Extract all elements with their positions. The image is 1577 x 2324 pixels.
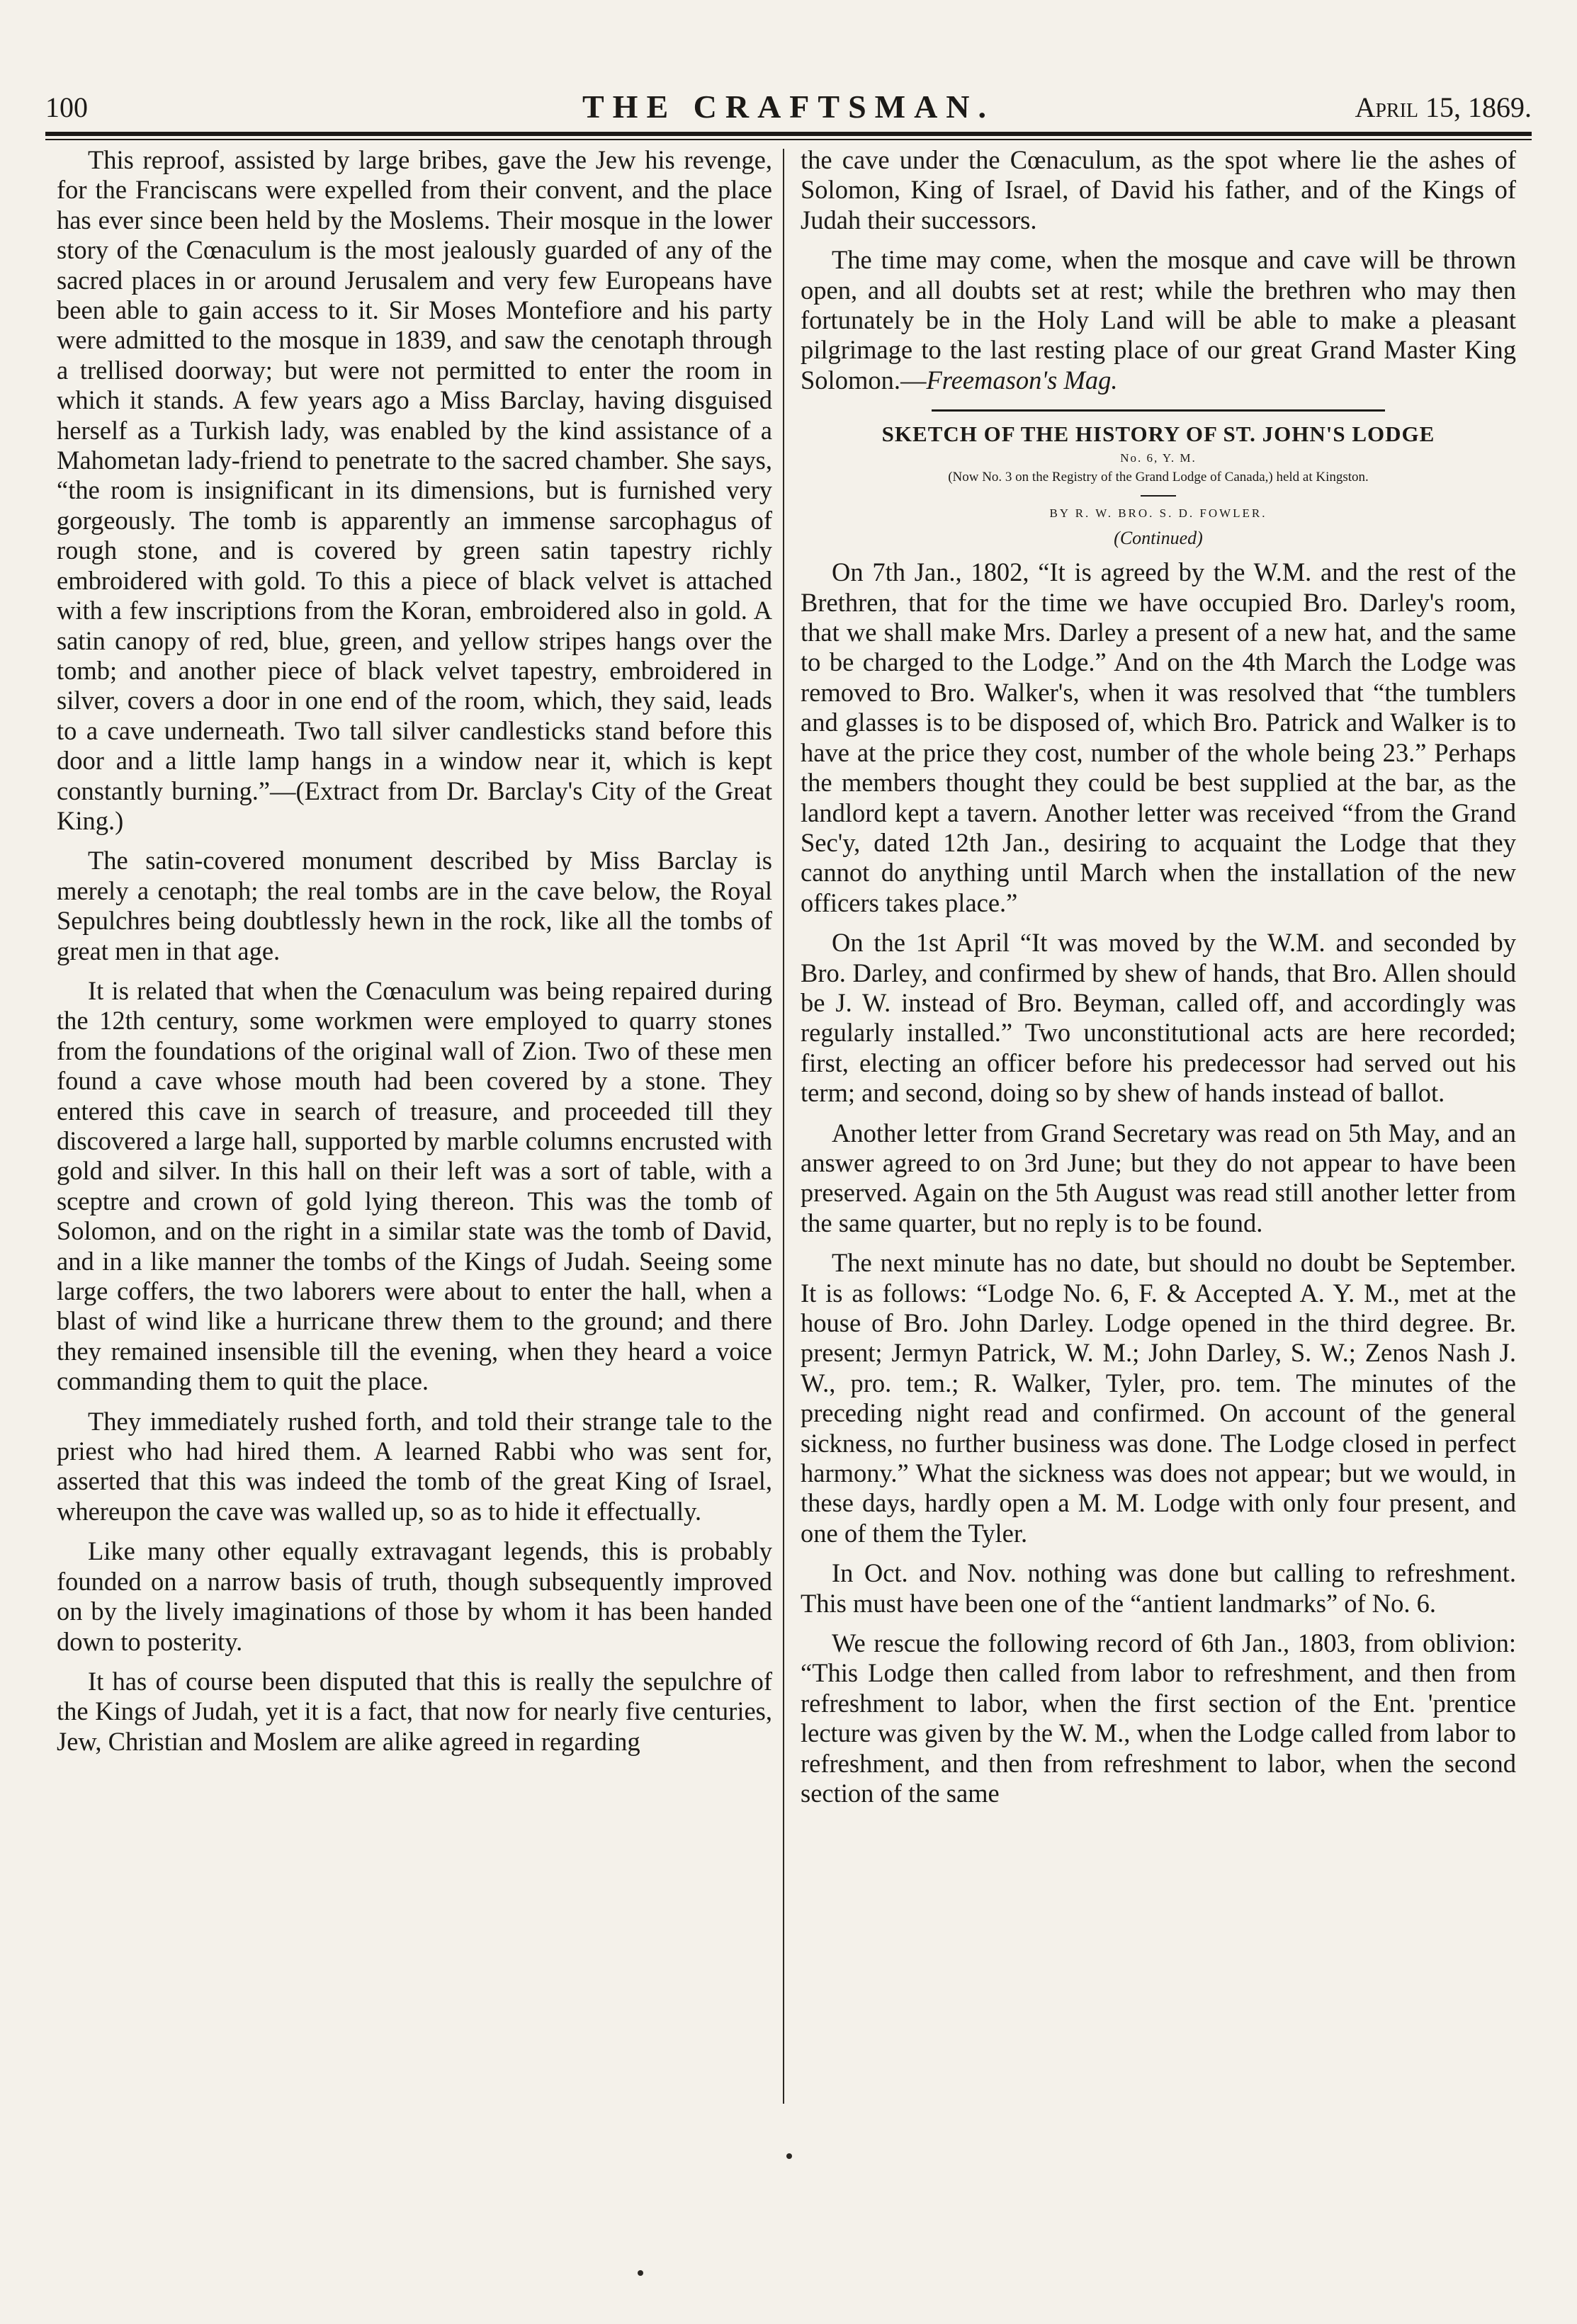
- source-citation: Freemason's Mag.: [926, 365, 1118, 395]
- paragraph: It has of course been disputed that this is really the sepulchre of the Kings of Judah, yet it is a fact, that now for nearly five centuries, Jew, Christian and Moslem are alike agreed in regarding: [57, 1666, 772, 1756]
- paragraph: They immediately rushed forth, and told their strange tale to the priest who had hired them. A learned Rabbi who was sent for, asserted that this was indeed the tomb of the great King of Israel, whereupon the cave was walled up, so as to hide it effectually.: [57, 1406, 772, 1526]
- short-rule: [1141, 495, 1176, 497]
- running-title: THE CRAFTSMAN.: [582, 89, 995, 125]
- paragraph: This reproof, assisted by large bribes, gave the Jew his revenge, for the Franciscans were expelled from their convent, and the place has ever since been held by the Moslems. Their mosque in the lower story of the Cœnaculum is the most jealously guarded of any of the sacred places in or around Jerusalem and very few Europeans have been able to gain access to it. Sir Moses Montefiore and his party were admitted to the mosque in 1839, and saw the cenotaph through a trellised doorway; but were not permitted to enter the room in which it stands. A few years ago a Miss Barclay, having disguised herself as a Turkish lady, was enabled by the kind assistance of a Mahometan lady-friend to penetrate to the sacred chamber. She says, “the room is insignificant in its dimensions, but is furnished very gorgeously. The tomb is apparently an immense sarcophagus of rough stone, and is covered by green satin tapestry richly embroidered with gold. To this a piece of black velvet is attached with a few inscriptions from the Koran, embroidered also in gold. A satin canopy of red, blue, green, and yellow stripes hangs over the tomb; and another piece of black velvet tapestry, embroidered in silver, covers a door in one end of the room, which, they said, leads to a cave underneath. Two tall silver candlesticks stand before this door and a little lamp hangs in a window near it, which is kept constantly burning.”—(Extract from Dr. Barclay's City of the Great King.): [57, 145, 772, 835]
- paragraph: On 7th Jan., 1802, “It is agreed by the W.M. and the rest of the Brethren, that for the time we have occupied Bro. Darley's room, that we shall make Mrs. Darley a present of a new hat, and the same to be charged to the Lodge.” And on the 4th March the Lodge was removed to Bro. Walker's, when it was resolved that “the tumblers and glasses is to be disposed of, which Bro. Patrick and Walker is to have at the price they cost, number of the whole being 23.” Perhaps the members thought they could be best supplied at the bar, as the landlord kept a tavern. Another letter was received “from the Grand Sec'y, dated 12th Jan., desiring to acquaint the Lodge that they cannot do anything until March when the installation of the new officers takes place.”: [801, 557, 1516, 917]
- paragraph-text: The time may come, when the mosque and cave will be thrown open, and all doubts set at rest; while the brethren who may then fortunately be in the Holy Land will be able to make a pleasant pilgrimage to the last resting place of our great Grand Master King Solomon.—: [801, 245, 1516, 395]
- continued-label: (Continued): [1114, 528, 1203, 549]
- paragraph: The next minute has no date, but should no doubt be September. It is as follows: “Lodge No. 6, F. & Accepted A. Y. M., met at the house of Bro. John Darley. Lodge opened in the third degree. Br. present; Jermyn Patrick, W. M.; John Darley, S. W.; Zenos Nash J. W., pro. tem.; R. Walker, Tyler, pro. tem. The minutes of the preceding night read and confirmed. On account of the general sickness, no further business was done. The Lodge closed in perfect harmony.” What the sickness was does not appear; but we would, in these days, hardly open a M. M. Lodge with only four present, and one of them the Tyler.: [801, 1248, 1516, 1548]
- paragraph: On the 1st April “It was moved by the W.M. and seconded by Bro. Darley, and confirmed by shew of hands, that Bro. Allen should be J. W. instead of Bro. Beyman, called off, and accordingly was regularly installed.” Two unconstitutional acts are here recorded; first, electing an officer before his predecessor had served out his term; and second, doing so by shew of hands instead of ballot.: [801, 928, 1516, 1108]
- paragraph: It is related that when the Cœnaculum was being repaired during the 12th century, some workmen were employed to quarry stones from the foundations of the original wall of Zion. Two of these men found a cave whose mouth had been covered by a stone. They entered this cave in search of treasure, and proceeded till they discovered a large hall, supported by marble columns encrusted with gold and silver. In this hall on their left was a sort of table, with a sceptre and crown of gold lying thereon. This was the tomb of Solomon, and on the right in a similar state was the tomb of David, and in a like manner the tombs of the Kings of Judah. Seeing some large coffers, the two laborers were about to enter the hall, when a blast of wind like a hurricane threw them to the ground; and there they remained insensible till the evening, when they heard a voice commanding them to quit the place.: [57, 975, 772, 1396]
- article-note: (Now No. 3 on the Registry of the Grand Lodge of Canada,) held at Kingston.: [948, 470, 1369, 485]
- section-rule: [932, 409, 1385, 412]
- paragraph: Like many other equally extravagant legends, this is probably founded on a narrow basis of truth, though subsequently improved on by the lively imaginations of those by whom it has been handed down to posterity.: [57, 1536, 772, 1656]
- paragraph: the cave under the Cœnaculum, as the spot where lie the ashes of Solomon, King of Israel, of David his father, and of the Kings of Judah their successors.: [801, 145, 1516, 234]
- paragraph: [801, 245, 1516, 395]
- ink-speck: [786, 2153, 792, 2159]
- page-header: [45, 85, 1532, 127]
- paragraph: In Oct. and Nov. nothing was done but calling to refreshment. This must have been one of the “antient landmarks” of No. 6.: [801, 1558, 1516, 1618]
- paragraph: The satin-covered monument described by Miss Barclay is merely a cenotaph; the real tombs are in the cave below, the Royal Sepulchres being doubtlessly hewn in the rock, like all the tombs of great men in that age.: [57, 846, 772, 965]
- issue-date: April 15, 1869.: [1355, 91, 1532, 123]
- header-rule-thick: [45, 132, 1532, 136]
- article-byline: BY R. W. BRO. S. D. FOWLER.: [1049, 506, 1267, 521]
- paragraph: We rescue the following record of 6th Jan., 1803, from oblivion: “This Lodge then called from labor to refreshment, and then from refreshment to labor, when the first section of the Ent. 'prentice lecture was given by the W. M., when the Lodge called from labor to refreshment, and then from refreshment to labor, when the second section of the same: [801, 1628, 1516, 1808]
- article-title: SKETCH OF THE HISTORY OF ST. JOHN'S LODGE: [881, 421, 1435, 447]
- paragraph: Another letter from Grand Secretary was read on 5th May, and an answer agreed to on 3rd June; but they do not appear to have been preserved. Again on the 5th August was read still another letter from the same quarter, but no reply is to be found.: [801, 1118, 1516, 1237]
- right-column: [801, 145, 1516, 1819]
- ink-speck: [638, 2270, 643, 2276]
- left-column: [57, 145, 772, 1767]
- header-rule-thin: [45, 139, 1532, 140]
- page-number: 100: [45, 91, 88, 123]
- column-divider: [783, 149, 784, 2104]
- article-subtitle: No. 6, Y. M.: [1120, 451, 1197, 465]
